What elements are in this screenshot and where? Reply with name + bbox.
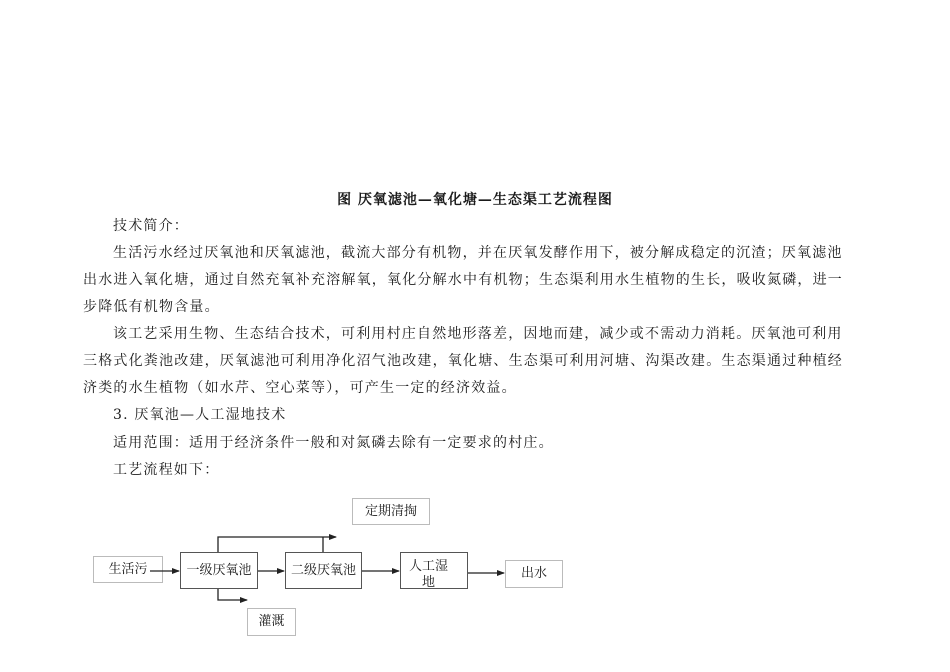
para2-line1: 该工艺采用生物、生态结合技术，可利用村庄自然地形落差，因地而建，减少或不需动力消耗。厌氧池可利用 (113, 326, 843, 342)
domestic-sewage-box: 生活污 (93, 556, 163, 583)
section-heading: 3. 厌氧池—人工湿地技术 (113, 407, 287, 423)
flow-intro: 工艺流程如下： (113, 462, 220, 478)
periodic-cleaning-box: 定期清掏 (352, 498, 430, 525)
para2-line2: 三格式化粪池改建，厌氧滤池可利用净化沼气池改建，氧化塘、生态渠可利用河塘、沟渠改建。生态渠通过种植经 (83, 353, 843, 369)
para1-line3: 步降低有机物含量。 (83, 299, 220, 315)
para1-line1: 生活污水经过厌氧池和厌氧滤池，截流大部分有机物，并在厌氧发酵作用下，被分解成稳定的沉渣；厌氧滤池 (113, 245, 843, 261)
arrow-to-periodic-cleaning (218, 537, 336, 552)
secondary-anaerobic-box: 二级厌氧池 (285, 552, 362, 589)
wetland-label-line1: 人工湿 (409, 559, 449, 574)
arrow-to-irrigation (218, 589, 247, 600)
figure-caption: 图 厌氧滤池—氧化塘—生态渠工艺流程图 (337, 192, 613, 208)
wetland-label-line2: 地 (422, 575, 436, 590)
effluent-box: 出水 (505, 560, 563, 588)
intro-heading: 技术简介： (113, 218, 189, 234)
para2-line3: 济类的水生植物（如水芹、空心菜等），可产生一定的经济效益。 (83, 380, 517, 396)
para1-line2: 出水进入氧化塘，通过自然充氧补充溶解氧，氧化分解水中有机物；生态渠利用水生植物的生长，吸收氮磷，进一 (83, 272, 843, 288)
irrigation-box: 灌溉 (247, 608, 296, 636)
scope-text: 适用范围：适用于经济条件一般和对氮磷去除有一定要求的村庄。 (113, 435, 554, 451)
primary-anaerobic-box: 一级厌氧池 (180, 552, 258, 589)
